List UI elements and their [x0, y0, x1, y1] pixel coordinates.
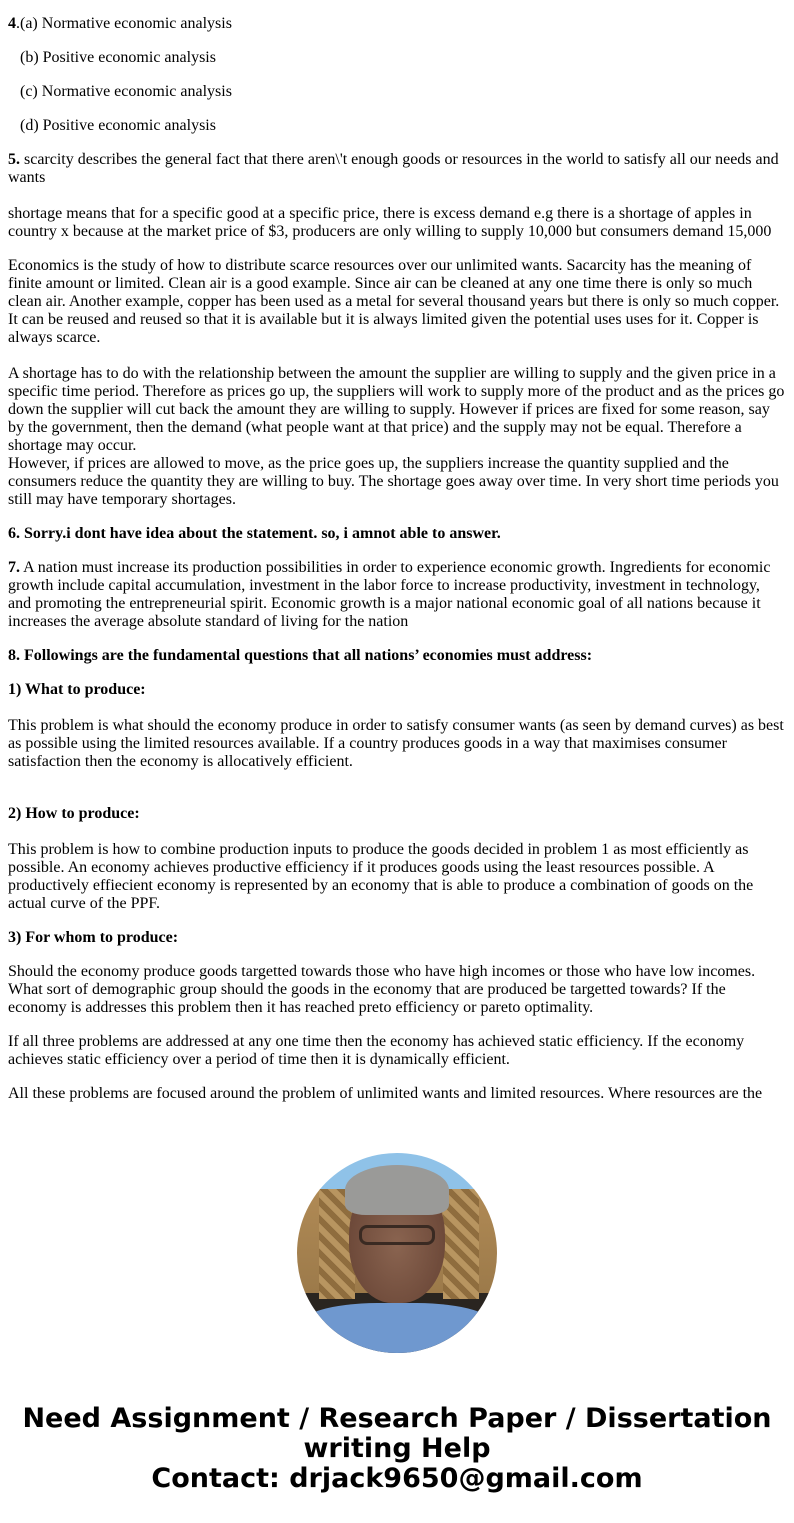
q5-shortage: shortage means that for a specific good at a specific price, there is excess demand e.g there is a shortage of apples in country x because at the market price of $3, producers are only willing to supply 10,000 but consumers demand 15,000 [8, 205, 772, 240]
q8-how [8, 805, 786, 913]
answer-content [8, 0, 786, 1124]
q7-answer [8, 559, 786, 631]
q4-a-text: .(a) Normative economic analysis [16, 15, 232, 32]
q4-a [8, 15, 786, 33]
q6-text: 6. Sorry.i dont have idea about the statement. so, i amnot able to answer. [8, 525, 501, 542]
q5-number: 5. [8, 151, 20, 168]
q7-text: A nation must increase its production possibilities in order to experience economic growth. Ingredients for economic growth include capital accumulation, investment in the labor force to increase productivity, investment in technology, and promoting the entrepreneurial spirit. Economic growth is a major national economic goal of all nations because it increases the average absolute standard of living for the nation [8, 559, 771, 630]
banner-line-2: writing Help [303, 1433, 491, 1464]
q6-answer [8, 525, 786, 543]
q8-how-heading: 2) How to produce: [8, 805, 140, 822]
q8-whom-heading-text: 3) For whom to produce: [8, 929, 179, 946]
q4-d: (d) Positive economic analysis [20, 117, 216, 134]
q8-heading [8, 647, 786, 665]
photo-hair [345, 1165, 449, 1215]
q5-economics: Economics is the study of how to distribute scarce resources over our unlimited wants. Sacarcity has the meaning of finite amount or limited. Clean air is a good example. Since air can be cleaned at any one time there is only so much clean air. Another example, copper has been used as a metal for several thousand years but there is only so much copper. It can be reused and reused so that it is available but it is always limited given the potential uses uses for it. Copper is always scarce. [8, 257, 780, 346]
photo-shirt [297, 1303, 497, 1353]
q8-heading-text: 8. Followings are the fundamental questions that all nations’ economies must address: [8, 647, 593, 664]
q5-para-1 [8, 151, 786, 241]
q4-number: 4 [8, 15, 16, 32]
q8-what-heading: 1) What to produce: [8, 681, 146, 698]
q8-conclusion: All these problems are focused around the problem of unlimited wants and limited resources. Where resources are the [8, 1085, 763, 1102]
q5-para-2 [8, 257, 786, 509]
banner-contact: Contact: drjack9650@gmail.com [151, 1463, 643, 1494]
q8-whom-text: Should the economy produce goods targetted towards those who have high incomes or those who have low incomes. What sort of demographic group should the goods in the economy that are produced be targetted towards? If the economy is addresses this problem then it has reached preto efficiency or pareto optimality. [8, 963, 756, 1016]
q8-what [8, 681, 786, 771]
q7-number: 7. [8, 559, 20, 576]
q4-b: (b) Positive economic analysis [20, 49, 216, 66]
q8-efficiency: If all three problems are addressed at any one time then the economy has achieved static efficiency. If the economy achieves static efficiency over a period of time then it is dynamically efficient. [8, 1033, 745, 1068]
q4-c: (c) Normative economic analysis [20, 83, 232, 100]
q8-whom-heading [8, 929, 786, 947]
q5-shortage-explained: A shortage has to do with the relationship between the amount the supplier are willing to supply and the given price in a specific time period. Therefore as prices go up, the suppliers will work to supply more of the product and as the prices go down the supplier will cut back the amount they are willing to supply. However if prices are fixed for some reason, say by the government, then the demand (what people want at that price) and the supply may not be equal. Therefore a shortage may occur. [8, 365, 785, 454]
q5-however: However, if prices are allowed to move, as the price goes up, the suppliers increase the quantity supplied and the consumers reduce the quantity they are willing to buy. The shortage goes away over time. In very short time periods you still may have temporary shortages. [8, 455, 779, 508]
q5-scarcity: scarcity describes the general fact that there aren\'t enough goods or resources in the world to satisfy all our needs and wants [8, 151, 779, 186]
banner-line-1: Need Assignment / Research Paper / Dissertation [22, 1403, 772, 1434]
q8-how-text: This problem is how to combine production inputs to produce the goods decided in problem 1 as most efficiently as possible. An economy achieves productive efficiency if it produces goods using the least resources possible. A productively effiecient economy is represented by an economy that is able to produce a combination of goods on the actual curve of the PPF. [8, 841, 754, 912]
photo-glasses [359, 1225, 435, 1245]
q8-what-text: This problem is what should the economy produce in order to satisfy consumer wants (as seen by demand curves) as best as possible using the limited resources available. If a country produces goods in a way that maximises consumer satisfaction then the economy is allocatively efficient. [8, 717, 784, 770]
author-photo [297, 1153, 497, 1353]
contact-banner [0, 1404, 794, 1494]
